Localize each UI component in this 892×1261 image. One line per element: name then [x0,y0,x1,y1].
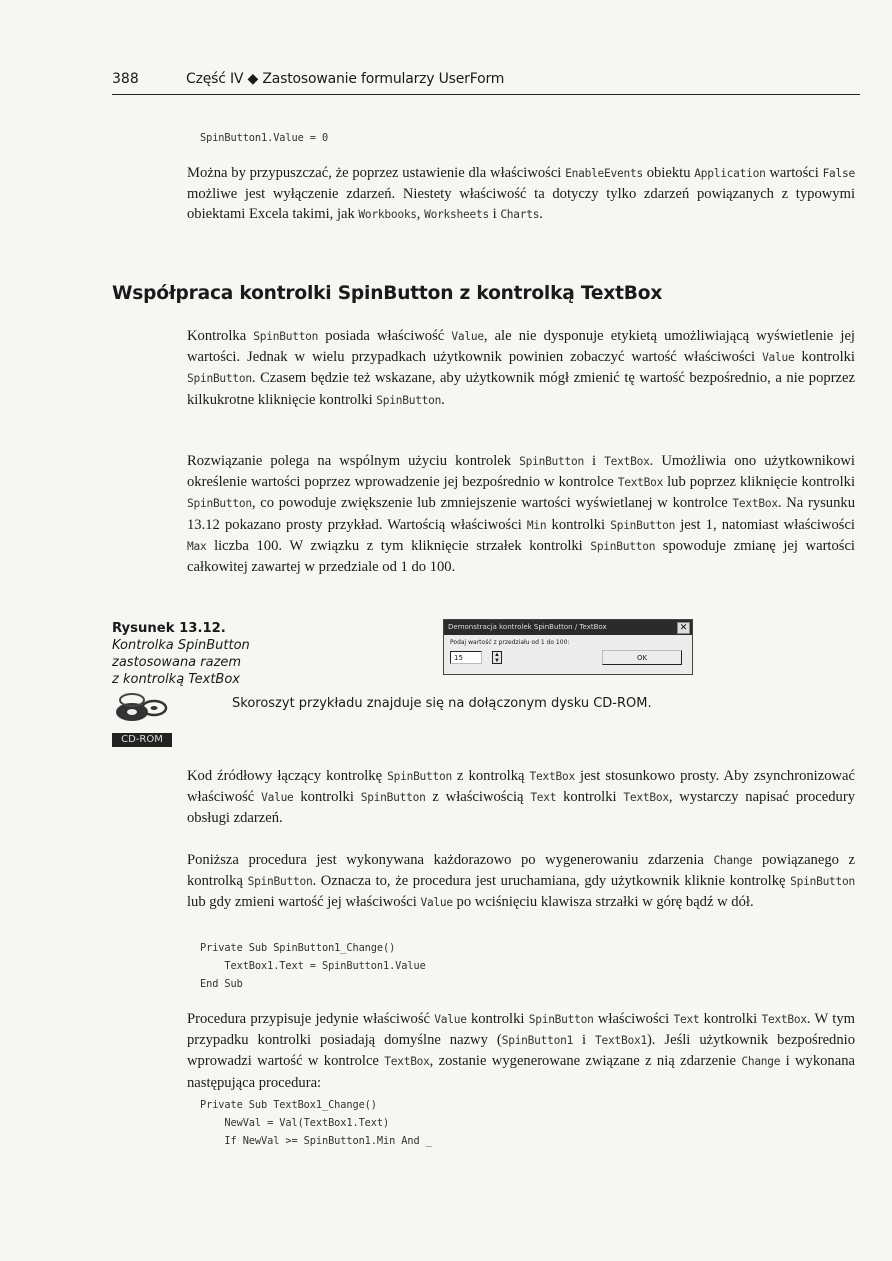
code-block-textbox-change [200,1096,432,1150]
figure-caption-line: zastosowana razem [112,655,242,670]
spin-up-icon[interactable]: ▲ [494,652,500,658]
dialog-prompt-label: Podaj wartość z przedziału od 1 do 100: [450,639,570,646]
paragraph-enableevents: Można by przypuszczać, że poprzez ustawienie dla właściwości EnableEvents obiektu Application wartości False możliwe jest wyłączenie zdarzeń. Niestety właściwość ta dotyczy tylko zdarzeń powiązanych z typowymi obiektami Excela takimi, jak Workbooks, Worksheets i Charts. [187,165,855,223]
figure-caption-line: Kontrolka SpinButton [112,638,250,653]
code-snippet-top [200,129,328,147]
code-line: Private Sub TextBox1_Change() [200,1099,377,1111]
spin-down-icon[interactable]: ▼ [494,658,500,664]
paragraph-procedure-assign: Procedura przypisuje jedynie właściwość Value kontrolki SpinButton właściwości Text kontrolki TextBox. W tym przypadku kontrolki posiadają domyślne nazwy (SpinButton1 i TextBox1). Jeśli użytkownik bezpośrednio wprowadzi wartość w kontrolce TextBox, zostanie wygenerowane związane z nią zdarzenie Change i wykonana następująca procedura: [187,1011,855,1091]
dialog-screenshot [443,619,693,675]
paragraph-solution: Rozwiązanie polega na wspólnym użyciu kontrolek SpinButton i TextBox. Umożliwia ono użytkownikowi określenie wartości poprzez wprowadzenie jej bezpośrednio w kontrolce TextBox lub poprzez kliknięcie kontrolki SpinButton, co powoduje zwiększenie lub zmniejszenie wartości wyświetlanej w kontrolce TextBox. Na rysunku 13.12 pokazano prosty przykład. Wartością właściwości Min kontrolki SpinButton jest 1, natomiast właściwości Max liczba 100. W związku z tym kliknięcie strzałek kontrolki SpinButton spowoduje zmianę jej wartości całkowitej zawartej w przedziale od 1 do 100. [187,453,855,576]
code-line: TextBox1.Text = SpinButton1.Value [200,960,426,972]
figure-caption [112,620,287,688]
dialog-titlebar [444,620,692,635]
running-header [112,68,860,95]
figure-caption-line: z kontrolką TextBox [112,672,241,687]
code-block-spinbutton-change [200,939,426,993]
code-line: End Sub [200,978,243,990]
paragraph-sync: Kod źródłowy łączący kontrolkę SpinButton z kontrolką TextBox jest stosunkowo prosty. Aby zsynchronizować właściwość Value kontrolki SpinButton z właściwością Text kontrolki TextBox, wystarczy napisać procedury obsługi zdarzeń. [187,768,856,827]
section-heading: Współpraca kontrolki SpinButton z kontrolką TextBox [112,283,663,304]
code-line: Private Sub SpinButton1_Change() [200,942,396,954]
page-number: 388 [112,71,139,87]
paragraph-change-event: Poniższa procedura jest wykonywana każdorazowo po wygenerowaniu zdarzenia Change powiązanego z kontrolką SpinButton. Oznacza to, że procedura jest uruchamiana, gdy użytkownik kliknie kontrolkę SpinButton lub gdy zmieni wartość jej właściwości Value po wciśnięciu klawisza strzałki w górę bądź w dół. [187,852,855,911]
code-line: If NewVal >= SpinButton1.Min And _ [200,1135,432,1147]
ok-button[interactable]: OK [602,650,682,665]
paragraph-spinbutton-intro: Kontrolka SpinButton posiada właściwość Value, ale nie dysponuje etykietą umożliwiającą wyświetlenie jej wartości. Jednak w wielu przypadkach użytkownik powinien zobaczyć wartość właściwości Value kontrolki SpinButton. Czasem będzie też wskazane, aby użytkownik mógł zmienić tę wartość bezpośrednio, a nie poprzez kilkukrotne kliknięcie kontrolki SpinButton. [187,328,855,408]
cd-rom-label: CD-ROM [112,733,172,747]
figure-number: Rysunek 13.12. [112,621,226,636]
close-icon[interactable]: ✕ [677,622,690,634]
running-title: Część IV ◆ Zastosowanie formularzy UserForm [186,71,505,87]
spin-button[interactable] [492,651,502,664]
value-textbox[interactable]: 15 [450,651,482,664]
dialog-title: Demonstracja kontrolek SpinButton / TextBox [448,623,607,631]
code-line: NewVal = Val(TextBox1.Text) [200,1117,390,1129]
code-line: SpinButton1.Value = 0 [200,132,329,144]
cd-rom-note: Skoroszyt przykładu znajduje się na dołączonym dysku CD-ROM. [232,696,652,711]
